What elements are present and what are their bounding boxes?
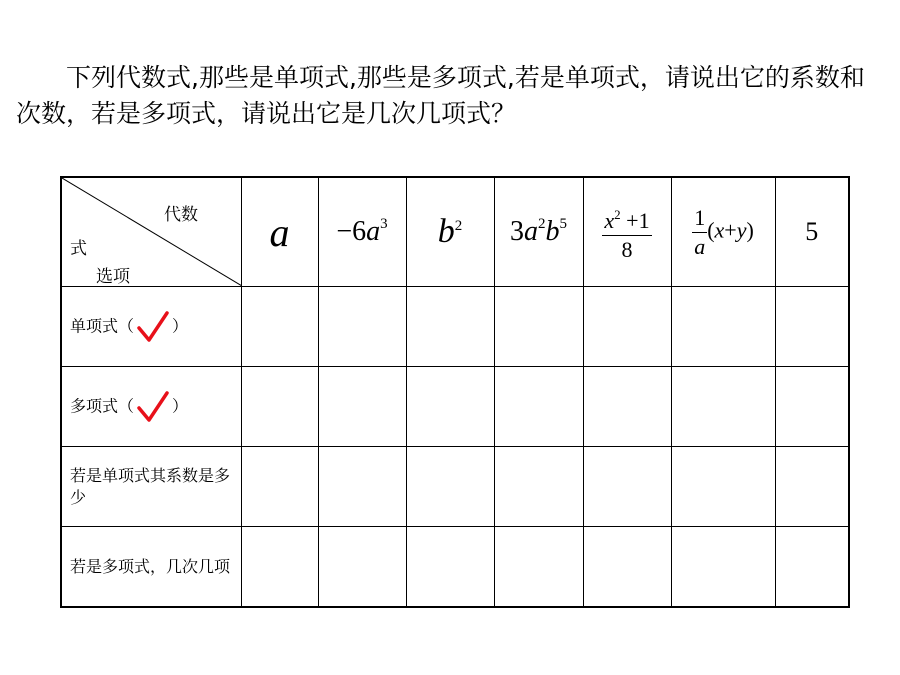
diagonal-divider <box>62 178 242 286</box>
question-text: 下列代数式,那些是单项式,那些是多项式,若是单项式，请说出它的系数和次数，若是多项式，请说出它是几次几项式？ <box>16 63 865 128</box>
row-degree-terms <box>61 527 849 608</box>
corner-cell <box>61 177 241 287</box>
checkmark-icon <box>136 310 170 344</box>
expr-a-text: a <box>269 209 290 255</box>
cell[interactable] <box>494 367 583 447</box>
corner-label-left: 式 <box>70 239 87 259</box>
cell[interactable] <box>583 447 671 527</box>
cell[interactable] <box>775 367 849 447</box>
cell[interactable] <box>318 287 406 367</box>
row-label-coefficient: 若是单项式其系数是多少 <box>61 447 241 527</box>
row-label-monomial: 单项式（ ） <box>61 287 241 367</box>
expr-five: 5 <box>775 177 849 287</box>
cell[interactable] <box>775 527 849 608</box>
cell[interactable] <box>406 527 494 608</box>
cell[interactable] <box>241 447 318 527</box>
row-label-degree-terms: 若是多项式，几次几项 <box>61 527 241 608</box>
cell[interactable] <box>318 447 406 527</box>
row-coefficient <box>61 447 849 527</box>
expr-fraction: $\frac{x^2 +1}{8}$ <box>583 177 671 287</box>
cell[interactable] <box>671 527 775 608</box>
expr-3a2b5: $3a^2b^5$ <box>494 177 583 287</box>
header-row <box>61 177 849 287</box>
expr-fraction-product: $\frac{1}{a}$ (x+y) <box>671 177 775 287</box>
cell[interactable] <box>583 287 671 367</box>
cell[interactable] <box>241 287 318 367</box>
row-polynomial <box>61 367 849 447</box>
cell[interactable] <box>406 367 494 447</box>
cell[interactable] <box>583 367 671 447</box>
cell[interactable] <box>583 527 671 608</box>
cell[interactable] <box>494 527 583 608</box>
cell[interactable] <box>241 527 318 608</box>
cell[interactable] <box>241 367 318 447</box>
cell[interactable] <box>406 287 494 367</box>
cell[interactable] <box>406 447 494 527</box>
row-monomial <box>61 287 849 367</box>
cell[interactable] <box>318 367 406 447</box>
cell[interactable] <box>671 367 775 447</box>
checkmark-icon <box>136 390 170 424</box>
cell[interactable] <box>671 287 775 367</box>
cell[interactable] <box>318 527 406 608</box>
corner-label-top: 代数 <box>164 205 198 225</box>
cell[interactable] <box>494 287 583 367</box>
corner-label-bottom: 选项 <box>96 267 130 287</box>
expr-neg6a3: $-6a^3$ <box>318 177 406 287</box>
expr-b2: $b^2$ <box>406 177 494 287</box>
row-label-polynomial: 多项式（ ） <box>61 367 241 447</box>
cell[interactable] <box>494 447 583 527</box>
cell[interactable] <box>671 447 775 527</box>
expr-a <box>241 177 318 287</box>
cell[interactable] <box>775 447 849 527</box>
cell[interactable] <box>775 287 849 367</box>
expression-table <box>60 176 850 608</box>
